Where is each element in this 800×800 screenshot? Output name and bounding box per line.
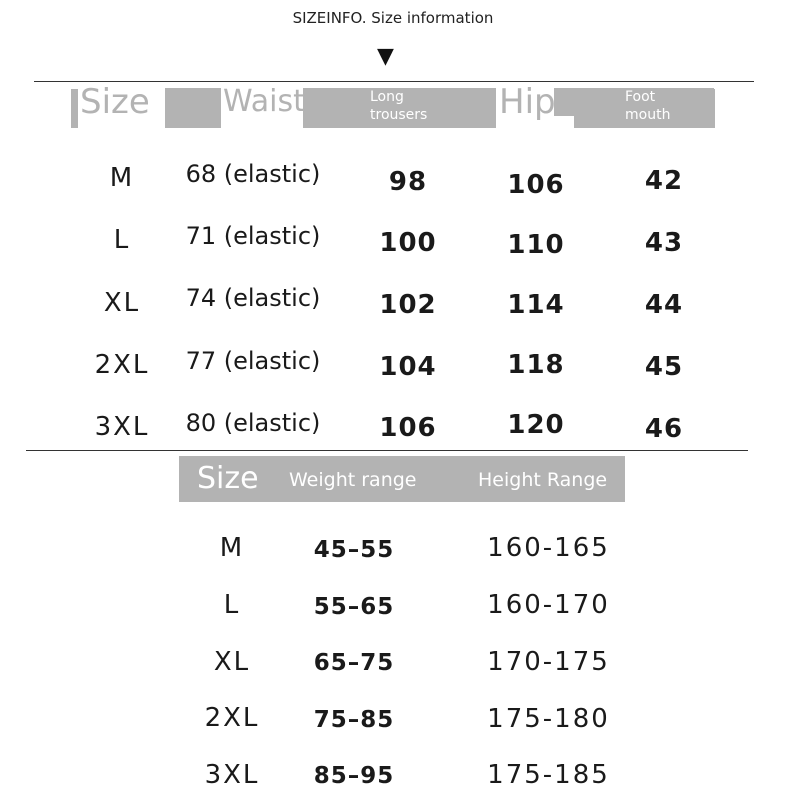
size-cell: 3XL <box>204 760 260 790</box>
long-cell: 102 <box>379 290 437 320</box>
header-long-line1: Long <box>370 89 404 105</box>
header-left-bar <box>71 89 78 128</box>
size-cell: L <box>113 225 131 255</box>
size-cell: M <box>109 163 135 193</box>
header-hip: Hip <box>499 82 556 122</box>
weight-cell: 45–55 <box>313 537 395 563</box>
waist-cell: 71 (elastic) <box>185 222 321 250</box>
page-heading: SIZEINFO. Size information <box>292 9 494 27</box>
height-cell: 160-165 <box>487 533 610 563</box>
foot-cell: 45 <box>644 352 684 382</box>
long-cell: 104 <box>379 352 437 382</box>
size-cell: 2XL <box>204 703 260 733</box>
header-long-trousers <box>370 88 427 124</box>
header2-weight: Weight range <box>289 469 417 491</box>
foot-cell: 43 <box>644 228 684 258</box>
long-cell: 98 <box>388 167 428 197</box>
size-cell: L <box>223 590 241 620</box>
waist-cell: 80 (elastic) <box>185 409 321 437</box>
header-right-bar <box>708 89 715 128</box>
weight-cell: 65–75 <box>313 650 395 676</box>
header-waist: Waist <box>223 84 305 119</box>
hip-cell: 120 <box>507 410 565 440</box>
height-cell: 175-185 <box>487 760 610 790</box>
header2-size: Size <box>197 461 259 496</box>
header-foot-mouth <box>625 88 670 124</box>
height-cell: 160-170 <box>487 590 610 620</box>
foot-cell: 42 <box>644 166 684 196</box>
height-cell: 175-180 <box>487 704 610 734</box>
size-cell: 2XL <box>94 350 150 380</box>
waist-cell: 68 (elastic) <box>185 160 321 188</box>
header2-height: Height Range <box>478 469 608 491</box>
header-foot-line2: mouth <box>625 107 671 123</box>
foot-cell: 46 <box>644 414 684 444</box>
height-cell: 170-175 <box>487 647 610 677</box>
foot-cell: 44 <box>644 290 684 320</box>
waist-cell: 74 (elastic) <box>185 284 321 312</box>
long-cell: 100 <box>379 228 437 258</box>
long-cell: 106 <box>379 413 437 443</box>
header-foot-line1: Foot <box>625 89 656 105</box>
hip-cell: 118 <box>507 350 565 380</box>
divider-middle <box>26 450 748 451</box>
hip-cell: 106 <box>507 170 565 200</box>
hip-cell: 114 <box>507 290 565 320</box>
header-size: Size <box>80 82 150 122</box>
down-arrow-icon: ▼ <box>377 44 394 69</box>
weight-cell: 85–95 <box>313 763 395 789</box>
waist-cell: 77 (elastic) <box>185 347 321 375</box>
size-cell: XL <box>213 647 251 677</box>
size-cell: XL <box>103 288 141 318</box>
weight-cell: 75–85 <box>313 707 395 733</box>
size-cell: 3XL <box>94 412 150 442</box>
header-waist-box <box>165 88 221 128</box>
weight-cell: 55–65 <box>313 594 395 620</box>
hip-cell: 110 <box>507 230 565 260</box>
header-long-line2: trousers <box>370 107 428 123</box>
size-cell: M <box>219 533 245 563</box>
